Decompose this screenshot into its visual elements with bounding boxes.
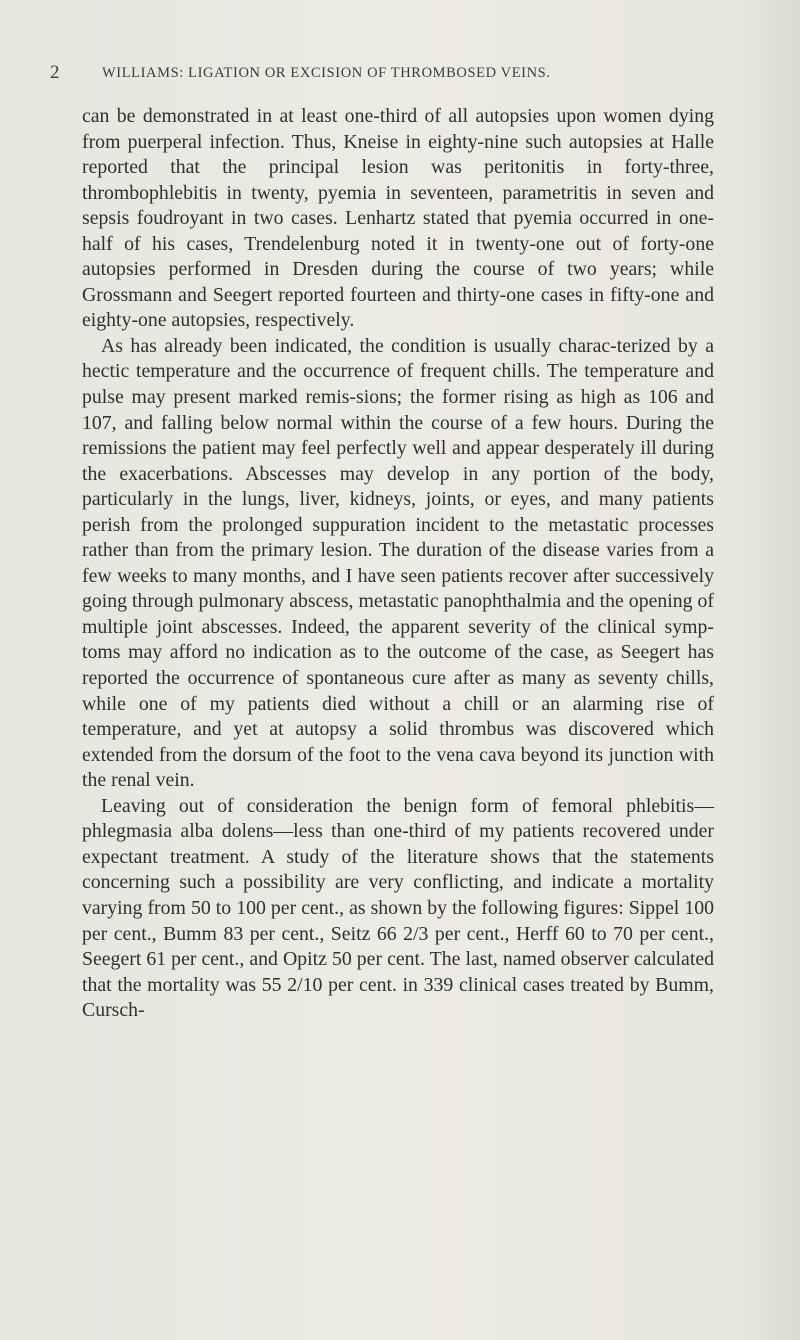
- page-number: 2: [50, 62, 60, 83]
- paragraph-mortality: Leaving out of consideration the benign form of femoral phlebitis—phlegmasia alba dolens—less than one-third of my patients recovered under expectant treatment. A study of the literature shows that the statements concerning such a possibility are very conflicting, and indicate a mortality varying from 50 to 100 per cent., as shown by the following figures: Sippel 100 per cent., Bumm 83 per cent., Seitz 66 2/3 per cent., Herff 60 to 70 per cent., Seegert 61 per cent., and Opitz 50 per cent. The last, named observer calculated that the mortality was 55 2/10 per cent. in 339 clinical cases treated by Bumm, Cursch-: [82, 794, 714, 1022]
- paragraph-continuation: can be demonstrated in at least one-third of all autopsies upon women dying from puerperal infection. Thus, Kneise in eighty-nine such autopsies at Halle reported that the principal lesion was peritonitis in forty-three, thrombophlebitis in twenty, pyemia in seventeen, parametritis in seven and sepsis foudroyant in two cases. Lenhartz stated that pyemia occurred in one-half of his cases, Trendelenburg noted it in twenty-one out of forty-one autopsies performed in Dresden during the course of two years; while Grossmann and Seegert reported fourteen and thirty-one cases in fifty-one and eighty-one autopsies, respectively.: [82, 105, 714, 332]
- body-text: [82, 104, 714, 1024]
- page-header: [50, 62, 750, 86]
- paragraph-clinical-course: As has already been indicated, the condition is usually charac-terized by a hectic temperature and the occurrence of frequent chills. The temperature and pulse may present marked remis-sions; the former rising as high as 106 and 107, and falling below normal within the course of a few hours. During the remissions the patient may feel perfectly well and appear desperately ill during the exacerbations. Abscesses may develop in any portion of the body, particularly in the lungs, liver, kidneys, joints, or eyes, and many patients perish from the prolonged suppuration incident to the metastatic processes rather than from the primary lesion. The duration of the disease varies from a few weeks to many months, and I have seen patients recover after successively going through pulmonary abscess, metastatic panophthalmia and the opening of multiple joint abscesses. Indeed, the apparent severity of the clinical symp-toms may afford no indication as to the outcome of the case, as Seegert has reported the occurrence of spontaneous cure after as many as seventy chills, while one of my patients died without a chill or an alarming rise of temperature, and yet at autopsy a solid thrombus was discovered which extended from the dorsum of the foot to the vena cava beyond its junction with the renal vein.: [82, 334, 714, 792]
- running-head: WILLIAMS: LIGATION OR EXCISION OF THROMBOSED VEINS.: [102, 65, 551, 81]
